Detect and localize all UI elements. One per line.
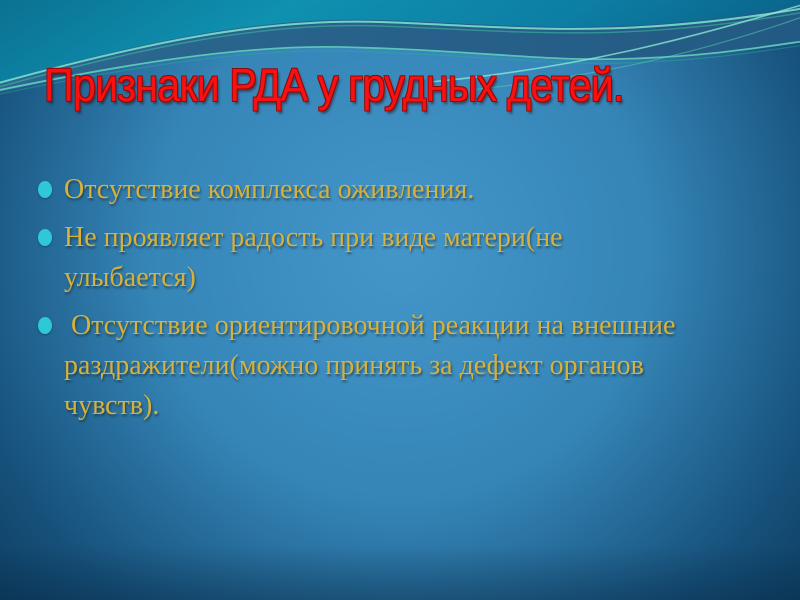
bullet-text: Отсутствие ориентировочной реакции на внешние раздражители(можно принять за дефект органов чувств). (64, 310, 683, 421)
bullet-text: Не проявляет радость при виде матери(не улыбается) (64, 222, 570, 293)
bullet-icon (38, 181, 52, 198)
page-title: Признаки РДА у грудных детей. (44, 59, 624, 111)
list-item (38, 170, 688, 210)
list-item (38, 218, 688, 298)
bullet-icon (38, 317, 52, 334)
list-item (38, 306, 688, 426)
bullet-list (38, 170, 688, 434)
bullet-text: Отсутствие комплекса оживления. (64, 174, 475, 205)
bullet-icon (38, 229, 52, 246)
